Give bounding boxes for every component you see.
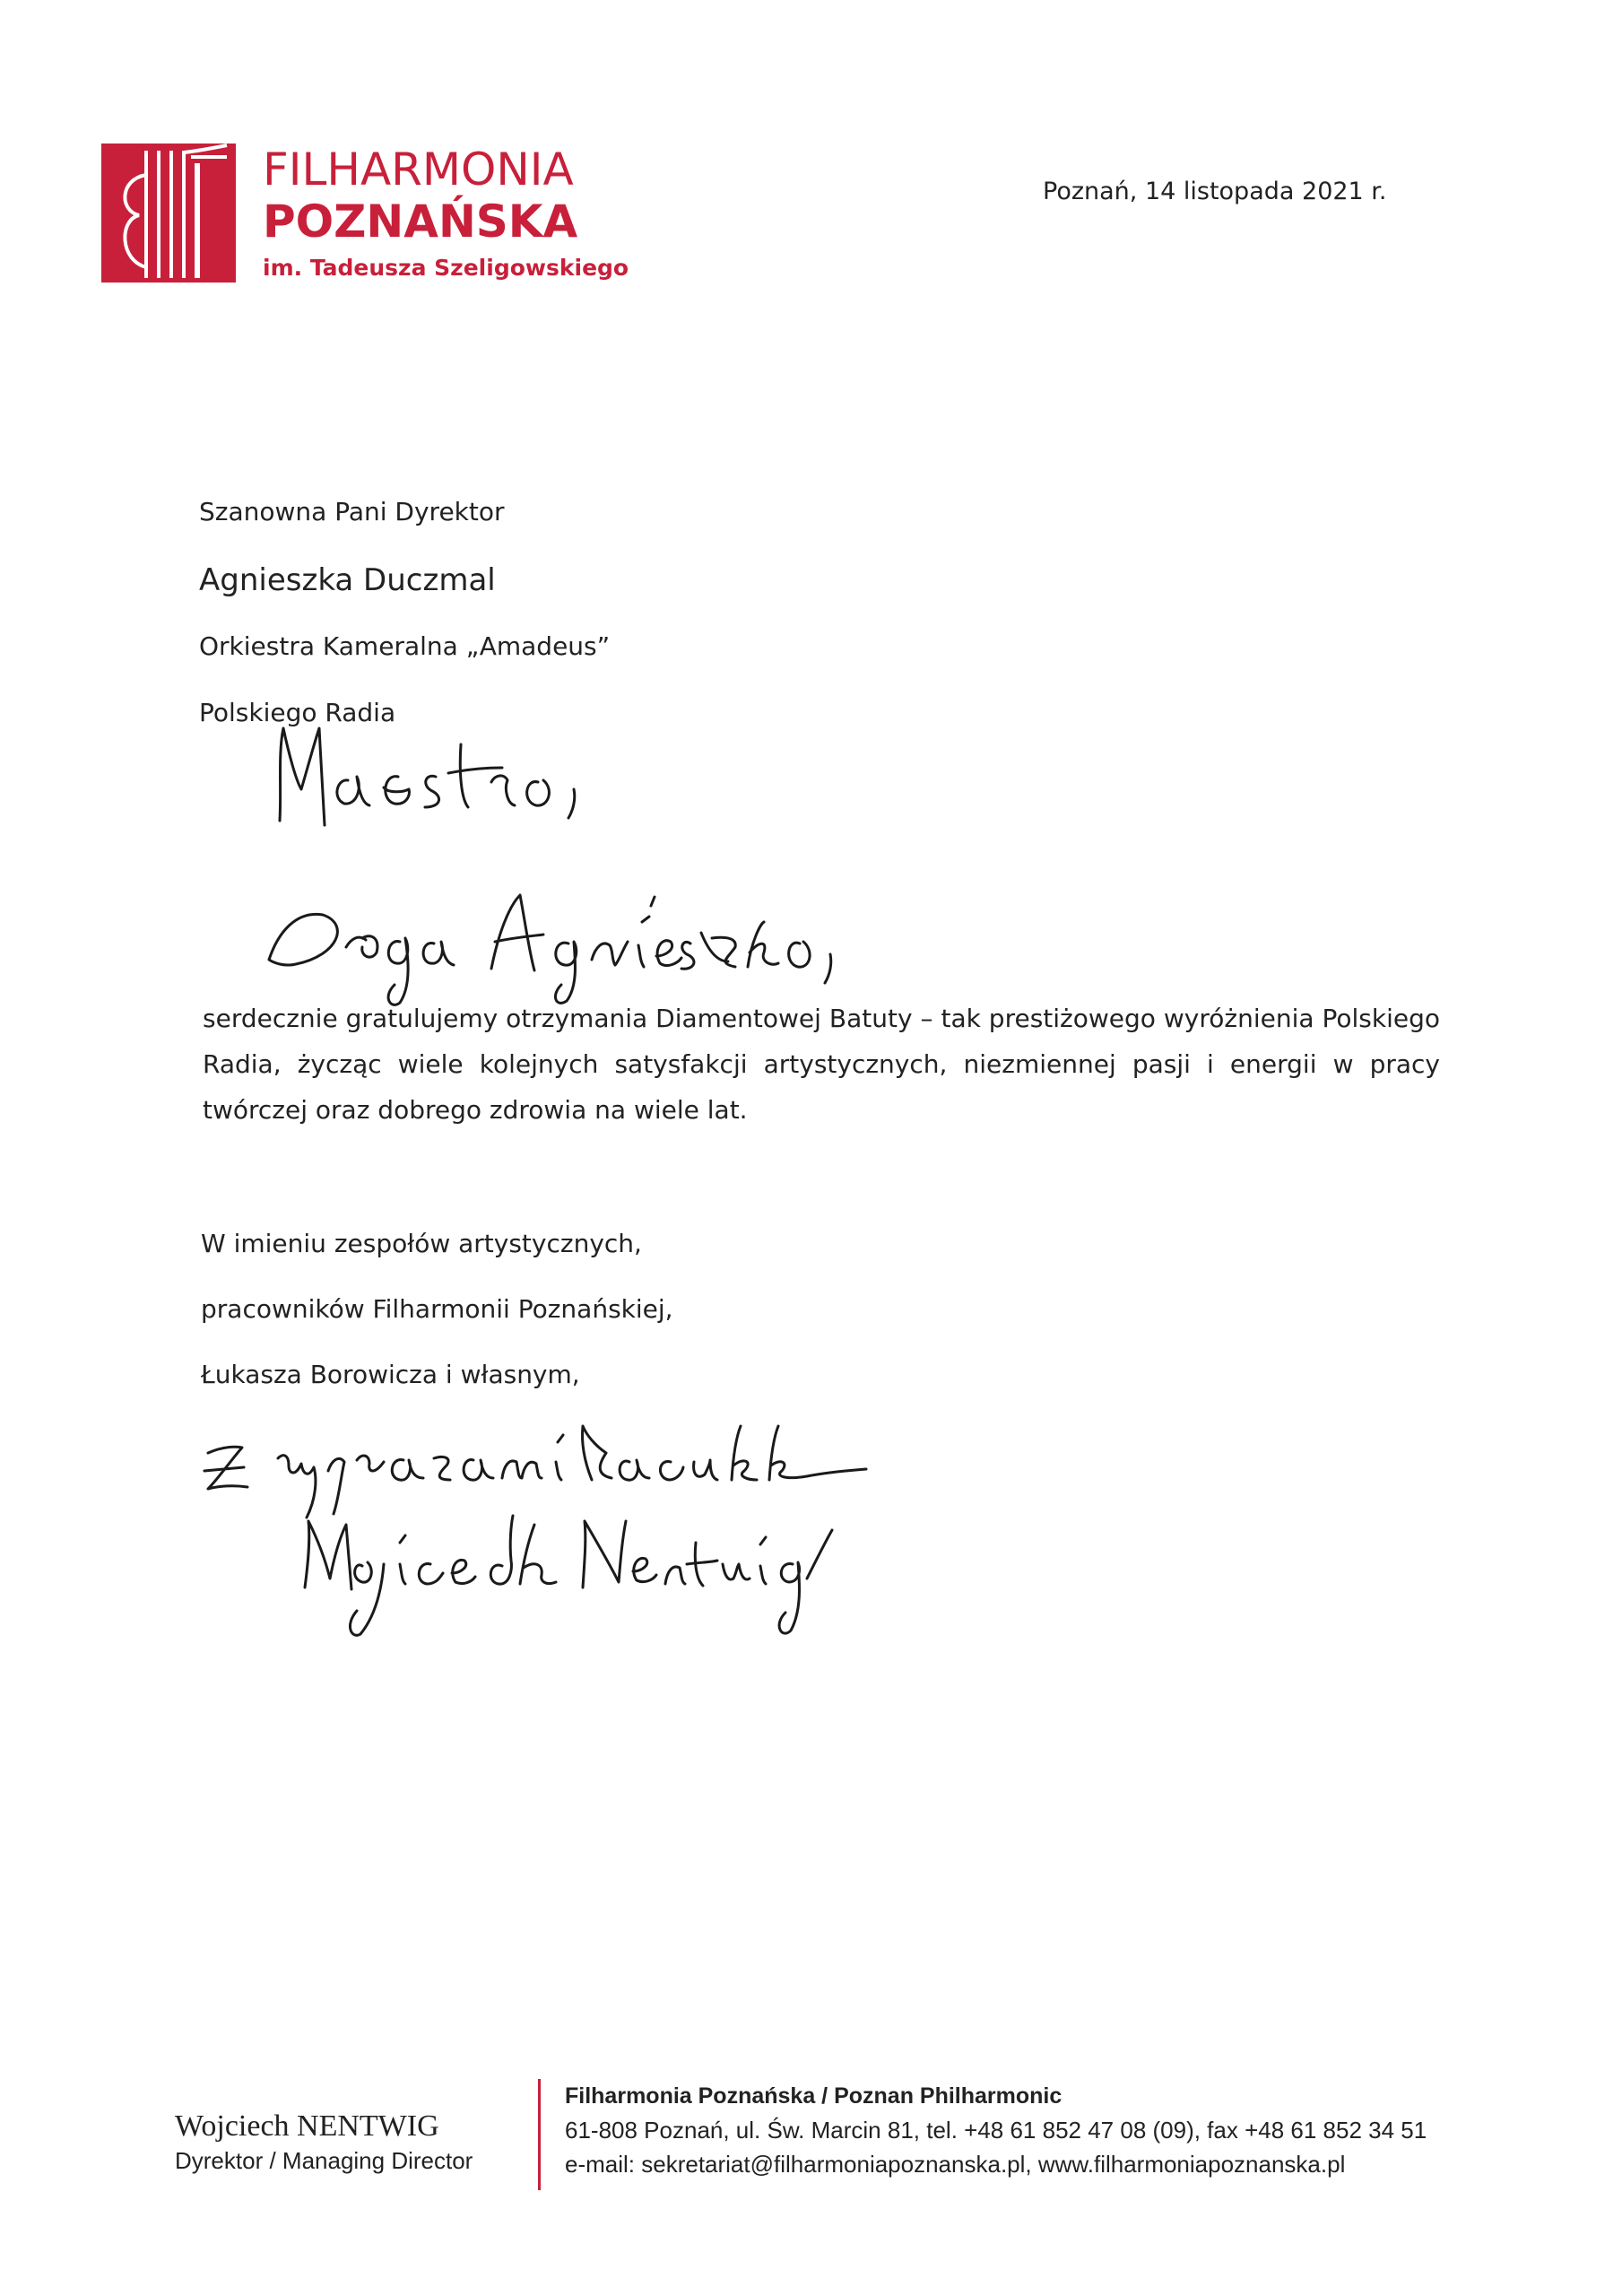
violin-logo-icon	[101, 144, 236, 283]
letterhead-logo	[101, 144, 629, 287]
letter-body: serdecznie gratulujemy otrzymania Diamentowej Batuty – tak prestiżowego wyróżnienia Polskiego Radia, życząc wiele kolejnych satysfakcji artystycznych, niezmiennej pasji i energii w pracy twórczej oraz dobrego zdrowia na wiele lat.	[203, 1004, 1440, 1125]
footer-signatory	[175, 2109, 473, 2175]
logo-line-1: FILHARMONIA	[263, 144, 574, 196]
logo-line-3: im. Tadeusza Szeligowskiego	[263, 255, 629, 281]
closing-line-1: W imieniu zespołów artystycznych,	[201, 1229, 642, 1258]
logo-line-2: POZNAŃSKA	[263, 196, 578, 248]
recipient-organization-2: Polskiego Radia	[199, 698, 396, 727]
recipient-name: Agnieszka Duczmal	[199, 562, 496, 598]
closing-line-2: pracowników Filharmonii Poznańskiej,	[201, 1294, 673, 1324]
handwritten-greeting-maestro	[280, 728, 575, 825]
handwritten-greeting-agnieszko	[269, 895, 831, 1004]
footer-address: 61-808 Poznań, ul. Św. Marcin 81, tel. +48 61 852 47 08 (09), fax +48 61 852 34 51	[565, 2117, 1427, 2144]
footer-contact-block	[565, 2079, 1427, 2181]
logo-text	[263, 144, 629, 285]
footer-contact: e-mail: sekretariat@filharmoniapoznanska.pl, www.filharmoniapoznanska.pl	[565, 2151, 1346, 2178]
handwritten-regards	[204, 1426, 866, 1518]
footer-name: Wojciech NENTWIG	[175, 2109, 439, 2143]
recipient-salutation: Szanowna Pani Dyrektor	[199, 497, 505, 526]
letter-date: Poznań, 14 listopada 2021 r.	[1043, 178, 1387, 205]
closing-line-3: Łukasza Borowicza i własnym,	[201, 1360, 580, 1389]
footer-role: Dyrektor / Managing Director	[175, 2147, 473, 2174]
footer-organization: Filharmonia Poznańska / Poznan Philharmonic	[565, 2083, 1063, 2109]
handwritten-signature	[305, 1516, 832, 1635]
recipient-organization: Orkiestra Kameralna „Amadeus”	[199, 631, 611, 661]
footer-divider	[538, 2079, 541, 2190]
